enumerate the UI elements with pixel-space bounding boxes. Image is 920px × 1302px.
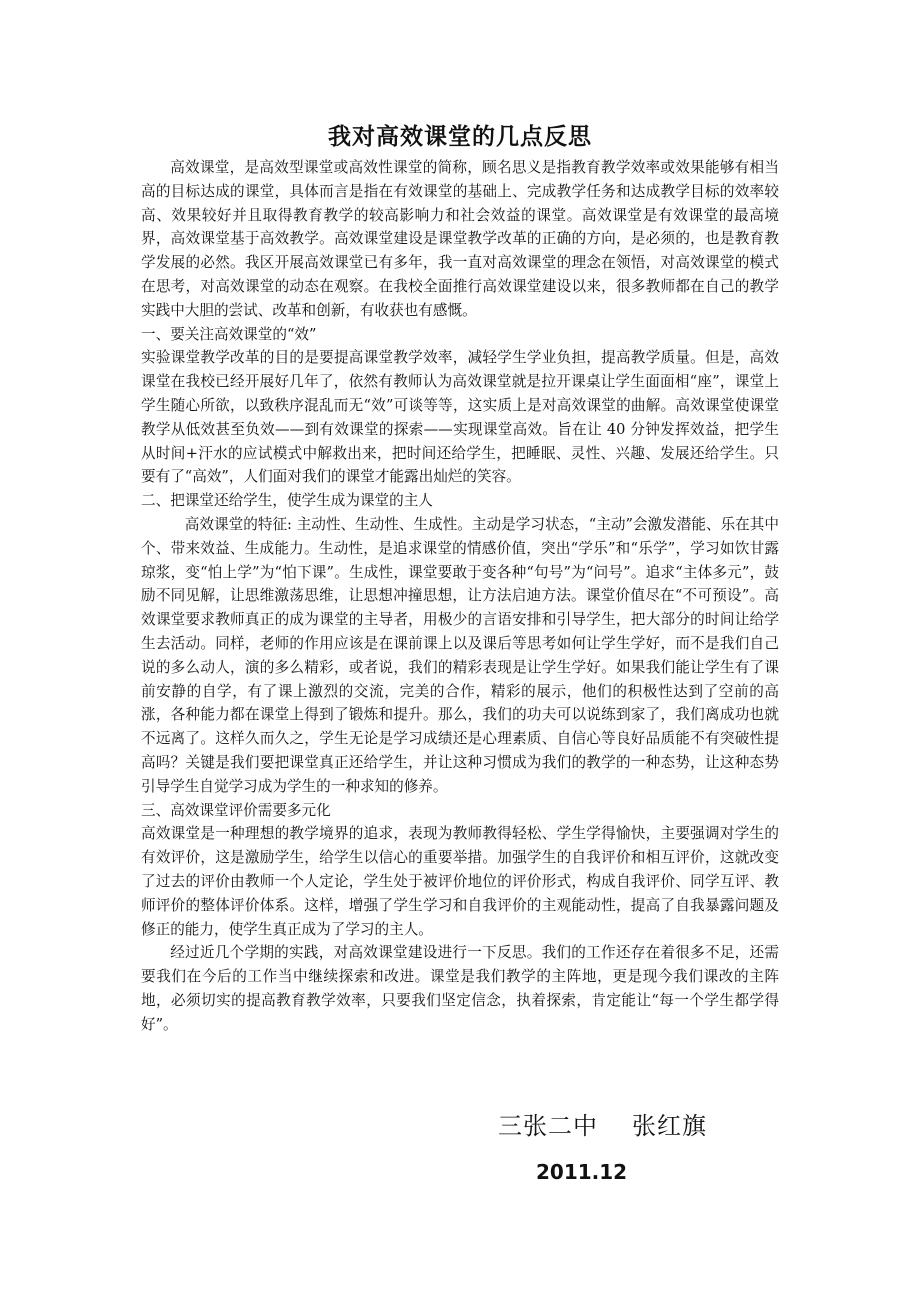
conclusion-paragraph: 经过近几个学期的实践，对高效课堂建设进行一下反思。我们的工作还存在着很多不足，还需要我们在今后的工作当中继续探索和改进。课堂是我们教学的主阵地，更是现今我们课改的主阵地，必须切实的提高教育教学效率，只要我们坚定信念，执着探索，肯定能让“每一个学生都学得好”。 [141,944,779,1033]
signature [498,1106,707,1141]
document-body [141,156,779,1036]
signature-name: 张红旗 [632,1112,707,1140]
signature-school: 三张二中 [498,1112,598,1140]
section3-paragraph: 高效课堂是一种理想的教学境界的追求，表现为教师教得轻松、学生学得愉快，主要强调对学生的有效评价，这是激励学生，给学生以信心的重要举措。加强学生的自我评价和相互评价，这就改变了过去的评价由教师一个人定论，学生处于被评价地位的评价形式，构成自我评价、同学互评、教师评价的整体评价体系。这样，增强了学生学习和自我评价的主观能动性，提高了自我暴露问题及修正的能力，使学生真正成为了学习的主人。 [141,825,779,938]
intro-paragraph: 高效课堂，是高效型课堂或高效性课堂的简称，顾名思义是指教育教学效率或效果能够有相当高的目标达成的课堂，具体而言是指在有效课堂的基础上、完成教学任务和达成教学目标的效率较高、效果较好并且取得教育教学的较高影响力和社会效益的课堂。高效课堂是有效课堂的最高境界，高效课堂基于高效教学。高效课堂建设是课堂教学改革的正确的方向，是必须的，也是教育教学发展的必然。我区开展高效课堂已有多年，我一直对高效课堂的理念在领悟，对高效课堂的模式在思考，对高效课堂的动态在观察。在我校全面推行高效课堂建设以来，很多教师都在自己的教学实践中大胆的尝试、改革和创新，有收获也有感慨。 [141,159,779,319]
document-date: 2011.12 [536,1160,628,1184]
section1-paragraph: 实验课堂教学改革的目的是要提高课堂教学效率，减轻学生学业负担，提高教学质量。但是，高效课堂在我校已经开展好几年了，依然有教师认为高效课堂就是拉开课桌让学生面面相“座”，课堂上学生随心所欲，以致秩序混乱而无“效”可谈等等，这实质上是对高效课堂的曲解。高效课堂使课堂教学从低效甚至负效——到有效课堂的探索——实现课堂高效。旨在让 40 分钟发挥效益，把学生从时间+汗水的应试模式中解救出来，把时间还给学生，把睡眠、灵性、兴趣、发展还给学生。只要有了“高效”，人们面对我们的课堂才能露出灿烂的笑容。 [141,349,779,486]
section3-heading: 三、高效课堂评价需要多元化 [141,801,331,819]
document-title: 我对高效课堂的几点反思 [328,124,592,150]
section1-heading: 一、要关注高效课堂的“效” [141,325,317,343]
section2-paragraph: 高效课堂的特征: 主动性、生动性、生成性。主动是学习状态，“主动”会激发潜能、乐在其中个、带来效益、生成能力。生动性，是追求课堂的情感价值，突出“学乐”和“乐学”，学习如饮甘露琼浆，变“怕上学”为“怕下课”。生成性，课堂要敢于变各种“句号”为“问号”。追求“主体多元”，鼓励不同见解，让思维激荡思维，让思想冲撞思想，让方法启迪方法。课堂价值尽在“不可预设”。高效课堂要求教师真正的成为课堂的主导者，用极少的言语安排和引导学生，把大部分的时间让给学生去活动。同样，老师的作用应该是在课前课上以及课后等思考如何让学生学好，而不是我们自己说的多么动人，演的多么精彩，或者说，我们的精彩表现是让学生学好。如果我们能让学生有了课前安静的自学，有了课上激烈的交流，完美的合作，精彩的展示，他们的积极性达到了空前的高涨，各种能力都在课堂上得到了锻炼和提升。那么，我们的功夫可以说练到家了，我们离成功也就不远离了。这样久而久之，学生无论是学习成绩还是心理素质、自信心等良好品质能不有突破性提高吗？关键是我们要把课堂真正还给学生，并让这种习惯成为我们的教学的一种态势，让这种态势引导学生自觉学习成为学生的一种求知的修养。 [141,515,779,795]
section2-heading: 二、把课堂还给学生，使学生成为课堂的主人 [141,492,433,510]
